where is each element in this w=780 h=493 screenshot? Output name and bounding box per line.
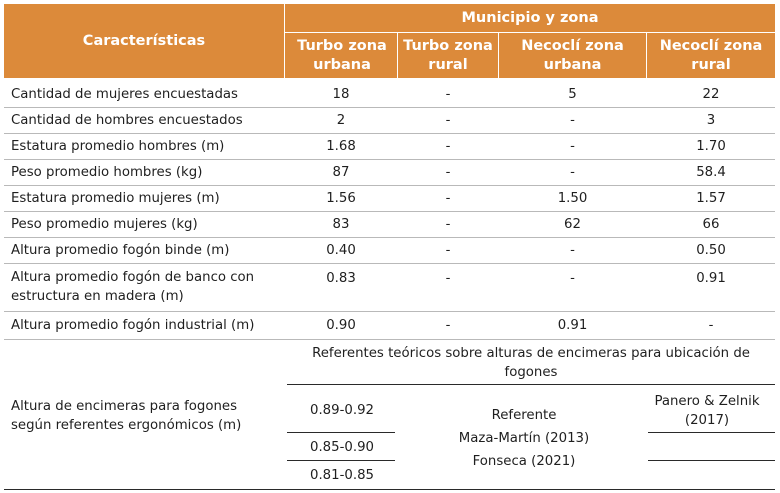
row-label: Estatura promedio mujeres (m) [11,191,220,206]
row-divider [4,211,775,212]
row-label: Altura promedio fogón de banco con estructura en madera (m) [11,270,255,304]
cell-value: 1.56 [326,191,356,206]
cell-value: - [445,113,451,128]
cell-value: 1.57 [696,191,726,206]
cell-value: - [570,139,575,154]
row-label: Cantidad de hombres encuestados [11,113,243,128]
referents-divider [287,384,775,385]
row-label: Altura promedio fogón industrial (m) [11,318,255,333]
cell-value: 58.4 [696,165,726,180]
referente-label: Referente [491,408,557,423]
cell-value: 83 [332,217,350,232]
row-label: Cantidad de mujeres encuestadas [11,87,238,102]
column-header-necocli-urbana: Necoclí zona urbana [521,38,624,73]
municipality-zone-header: Municipio y zona [461,9,599,26]
cell-value: - [708,318,714,333]
cell-value: 0.91 [557,318,588,333]
cell-value: - [570,113,575,128]
cell-value: 1.70 [696,139,726,154]
cell-value: - [570,271,575,286]
cell-value: - [570,243,575,258]
row-divider [4,185,775,186]
cell-value: 2 [336,113,346,128]
range-value: 0.85-0.90 [309,440,374,455]
reference-source-panero: Panero & Zelnik (2017) [654,394,760,428]
cell-value: 0.83 [326,271,356,286]
cell-value: 18 [332,87,350,102]
row-divider [4,339,775,340]
cell-value: 66 [702,217,720,232]
referents-title: Referentes teóricos sobre alturas de encimeras para ubicación de fogones [312,346,750,380]
range-divider [287,460,395,461]
row-divider [4,311,775,312]
source-divider [648,460,775,461]
ergonomic-label: Altura de encimeras para fogones según referentes ergonómicos (m) [11,399,242,433]
cell-value: - [445,243,451,258]
header-subdivider [285,32,775,33]
cell-value: 0.91 [696,271,726,286]
cell-value: 62 [564,217,581,232]
row-label: Peso promedio hombres (kg) [11,165,203,180]
cell-value: 22 [702,87,720,102]
cell-value: - [445,139,451,154]
reference-source: Maza-Martín (2013) [458,431,590,446]
cell-value: 1.68 [326,139,356,154]
range-value: 0.81-0.85 [309,468,374,483]
table-bottom-border [4,489,775,490]
cell-value: 1.50 [557,191,588,206]
row-divider [4,133,775,134]
cell-value: 0.40 [326,243,356,258]
reference-source: Fonseca (2021) [472,454,576,469]
column-header-necocli-rural: Necoclí zona rural [659,38,763,73]
cell-value: - [445,165,451,180]
cell-value: 3 [706,113,716,128]
cell-value: - [445,191,451,206]
characteristics-header: Características [82,32,206,49]
cell-value: - [445,217,451,232]
row-divider [4,237,775,238]
cell-value: - [570,165,575,180]
row-divider [4,107,775,108]
range-divider [287,432,395,433]
row-label: Altura promedio fogón binde (m) [11,243,230,258]
column-header-turbo-urbana: Turbo zona urbana [297,38,387,73]
cell-value: - [445,271,451,286]
row-label: Peso promedio mujeres (kg) [11,217,198,232]
source-divider [648,432,775,433]
row-divider [4,263,775,264]
cell-value: 5 [568,87,577,102]
cell-value: 0.90 [326,318,356,333]
cell-value: - [445,318,451,333]
row-divider [4,159,775,160]
cell-value: 87 [332,165,350,180]
range-value: 0.89-0.92 [309,403,374,418]
cell-value: 0.50 [696,243,726,258]
row-label: Estatura promedio hombres (m) [11,139,225,154]
column-header-turbo-rural: Turbo zona rural [403,38,493,73]
cell-value: - [445,87,451,102]
